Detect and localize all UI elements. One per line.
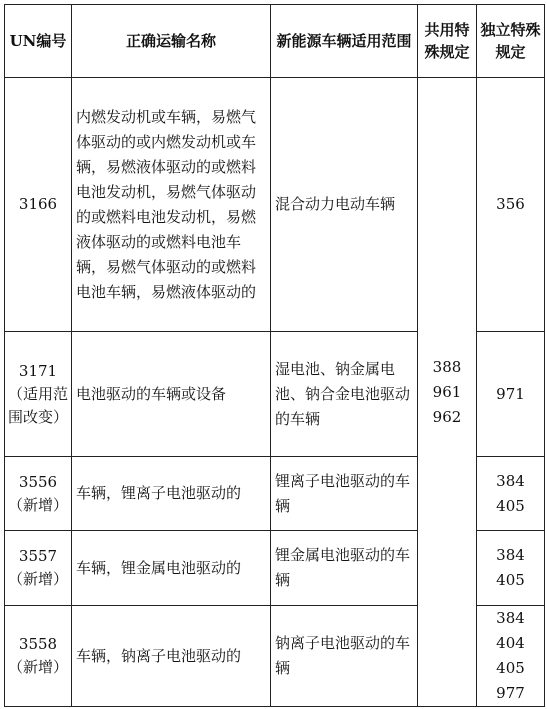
header-un-number: UN编号 (5, 5, 72, 78)
header-proper-shipping-name: 正确运输名称 (72, 5, 271, 78)
un-number-cell: 3171（适用范围改变） (5, 332, 72, 457)
independent-provision-value: 977 (496, 684, 525, 702)
independent-provision-value: 404 (496, 634, 525, 652)
nev-scope-cell: 钠离子电池驱动的车辆 (271, 606, 418, 707)
proper-shipping-name-cell: 车辆，钠离子电池驱动的 (72, 606, 271, 707)
header-independent-provisions: 独立特殊规定 (477, 5, 545, 78)
independent-provision-value: 384 (496, 609, 525, 627)
table-row (5, 78, 545, 332)
independent-provisions-cell (477, 78, 545, 332)
shared-provision-value: 388 (432, 357, 462, 376)
special-provisions-table (4, 4, 545, 707)
nev-scope-cell: 锂离子电池驱动的车辆 (271, 457, 418, 531)
nev-scope-cell: 混合动力电动车辆 (271, 78, 418, 332)
header-nev-scope: 新能源车辆适用范围 (271, 5, 418, 78)
proper-shipping-name-cell: 内燃发动机或车辆，易燃气体驱动的或内燃发动机或车辆，易燃液体驱动的或燃料电池发动机，易燃气体驱动的或燃料电池发动机，易燃液体驱动的或燃料电池车辆，易燃气体驱动的或燃料电池车辆，易燃液体驱动的 (72, 78, 271, 332)
un-number-cell: 3558（新增） (5, 606, 72, 707)
nev-scope-cell: 湿电池、钠金属电池、钠合金电池驱动的车辆 (271, 332, 418, 457)
proper-shipping-name-cell: 车辆，锂金属电池驱动的 (72, 531, 271, 606)
shared-provisions-cell (418, 78, 477, 707)
header-shared-provisions: 共用特殊规定 (418, 5, 477, 78)
nev-scope-cell: 锂金属电池驱动的车辆 (271, 531, 418, 606)
header-row (5, 5, 545, 78)
independent-provision-value: 405 (496, 496, 525, 515)
un-number-cell: 3557（新增） (5, 531, 72, 606)
independent-provision-value: 405 (496, 571, 525, 589)
independent-provision-value: 384 (496, 546, 525, 564)
shared-provision-value: 961 (432, 382, 462, 401)
independent-provision-value: 356 (496, 195, 525, 213)
independent-provision-value: 384 (496, 471, 525, 490)
independent-provisions-cell (477, 606, 545, 707)
independent-provisions-cell (477, 457, 545, 531)
un-number-cell: 3166 (5, 78, 72, 332)
proper-shipping-name-cell: 电池驱动的车辆或设备 (72, 332, 271, 457)
proper-shipping-name-cell: 车辆，锂离子电池驱动的 (72, 457, 271, 531)
independent-provisions-cell (477, 332, 545, 457)
independent-provision-value: 405 (496, 659, 525, 677)
shared-provision-value: 962 (432, 407, 462, 426)
un-number-cell: 3556（新增） (5, 457, 72, 531)
independent-provisions-cell (477, 531, 545, 606)
independent-provision-value: 971 (496, 384, 525, 403)
